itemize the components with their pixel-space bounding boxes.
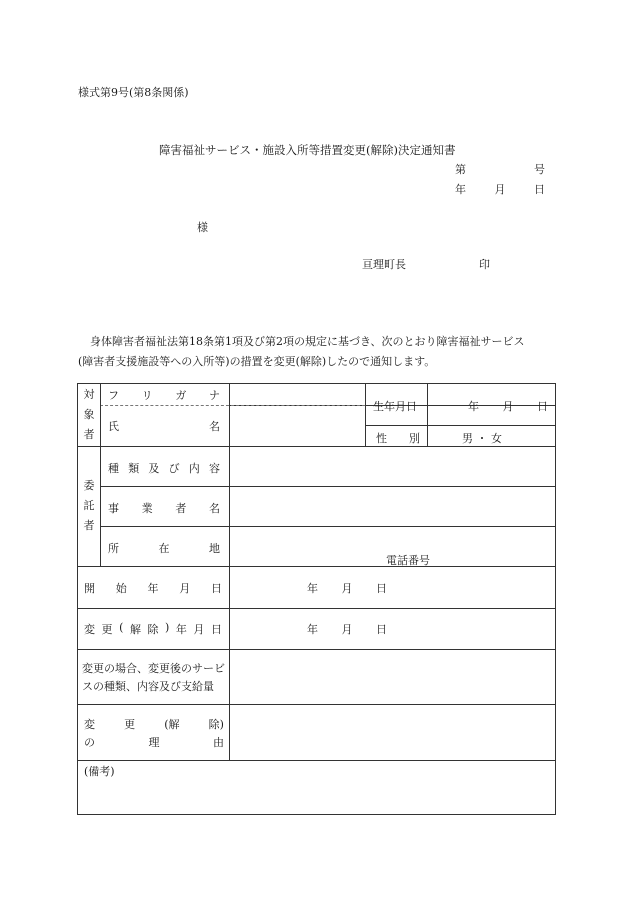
birthdate-label: 生年月日 [373,400,417,413]
row-line [100,526,556,527]
notice-body [78,332,558,372]
label-text: 月 [341,623,353,636]
label-text: 更 [124,718,136,731]
label-text: 種 [108,462,119,475]
label-text: 者 [175,502,187,515]
label-text: 除) [208,718,224,731]
label-text: ガ [175,389,187,402]
label-text: 日 [210,623,222,636]
row-line [78,704,556,705]
col-line [100,384,101,566]
issuer-mayor: 亘理町長 [362,258,406,271]
label-text: 在 [158,542,170,555]
notice-line-1: 身体障害者福祉法第18条第1項及び第2項の規定に基づき、次のとおり障害福祉サービス [90,335,525,348]
col-line [229,384,230,760]
document-title: 障害福祉サービス・施設入所等措置変更(解除)決定通知書 [159,143,456,157]
label-text: 者 [83,428,95,441]
label-text: 名 [209,420,220,433]
label-text: 及 [148,462,160,475]
start-date-label [84,580,222,596]
row-line [78,649,556,650]
label-text: 地 [209,542,220,555]
label-text: び [168,462,180,475]
label-text: スの種類、内容及び支給量 [82,680,214,693]
row-line [78,566,556,567]
row-line [100,486,556,487]
after-change-label [82,660,225,696]
label-text: 氏 [108,420,119,433]
label-text: の [84,736,95,749]
label-text: ) [165,621,170,634]
label-text: 業 [141,502,153,515]
label-text: 除 [147,623,159,636]
label-text: 解 [129,623,141,636]
label-text: 年 [468,400,479,413]
label-text: 対 [83,388,95,401]
label-text: 事 [108,502,119,515]
form-number: 様式第9号(第8条関係) [78,86,189,99]
label-text: 託 [83,499,95,512]
label-text: 理 [148,736,160,749]
sex-value: 男 ・ 女 [462,432,502,445]
furigana-divider [100,405,365,406]
number-suffix: 号 [534,163,545,176]
row-line [78,608,556,609]
label-text: 日 [376,582,387,595]
notice-table [77,383,556,815]
label-text: 性 [376,432,387,445]
label-text: 変更の場合、変更後のサービ [82,662,225,675]
label-text: 始 [115,582,127,595]
label-text: 所 [108,542,119,555]
label-text: 日 [537,400,548,413]
row-line [78,760,556,761]
remarks-label: (備考) [84,765,115,778]
recipient-honorific: 様 [197,221,208,234]
label-text: 変 [84,718,95,731]
row-line [365,425,556,426]
label-text: 別 [409,432,420,445]
label-text: 日 [376,623,387,636]
col-line [427,384,428,446]
label-text: ( [119,621,124,634]
seal-mark: 印 [479,258,490,271]
subject-group-label [78,384,100,446]
change-date-label [84,621,222,637]
furigana-label [108,387,220,403]
label-text: 月 [502,400,514,413]
label-text: 類 [128,462,140,475]
date-month: 月 [494,183,506,196]
label-text: 委 [83,479,95,492]
label-text: 日 [211,582,222,595]
label-text: ナ [208,389,220,402]
label-text: リ [141,389,153,402]
label-text: 年 [307,623,318,636]
label-text: 更 [101,623,113,636]
label-text: 開 [84,582,95,595]
label-text: 年 [307,582,318,595]
col-line [365,384,366,446]
label-text: フ [108,389,119,402]
reason-label-line1 [84,716,224,732]
label-text: 変 [84,623,95,636]
number-prefix: 第 [455,163,466,176]
type-content-label [108,460,220,476]
phone-label: 電話番号 [386,554,430,567]
consignee-group-label [78,446,100,566]
label-text: 月 [341,582,353,595]
document-number [455,161,545,177]
row-line [78,446,556,447]
name-label [108,418,220,434]
label-text: 年 [175,623,187,636]
label-text: 名 [208,502,220,515]
location-label [108,540,220,556]
label-text: (解 [164,718,180,731]
label-text: 容 [208,462,220,475]
date-day: 日 [534,183,545,196]
document-date [455,181,545,197]
sex-label [376,430,420,446]
business-name-label [108,500,220,516]
label-text: 月 [179,582,191,595]
date-year: 年 [455,183,466,196]
reason-label-line2 [84,734,224,750]
notice-line-2: (障害者支援施設等への入所等)の措置を変更(解除)したので通知します。 [78,355,436,368]
change-date-value [307,621,387,637]
label-text: 月 [193,623,205,636]
start-date-value [307,580,387,596]
label-text: 象 [83,408,95,421]
label-text: 者 [83,519,95,532]
label-text: 内 [188,462,200,475]
label-text: 由 [213,736,224,749]
label-text: 年 [147,582,159,595]
birthdate-value [468,398,548,414]
